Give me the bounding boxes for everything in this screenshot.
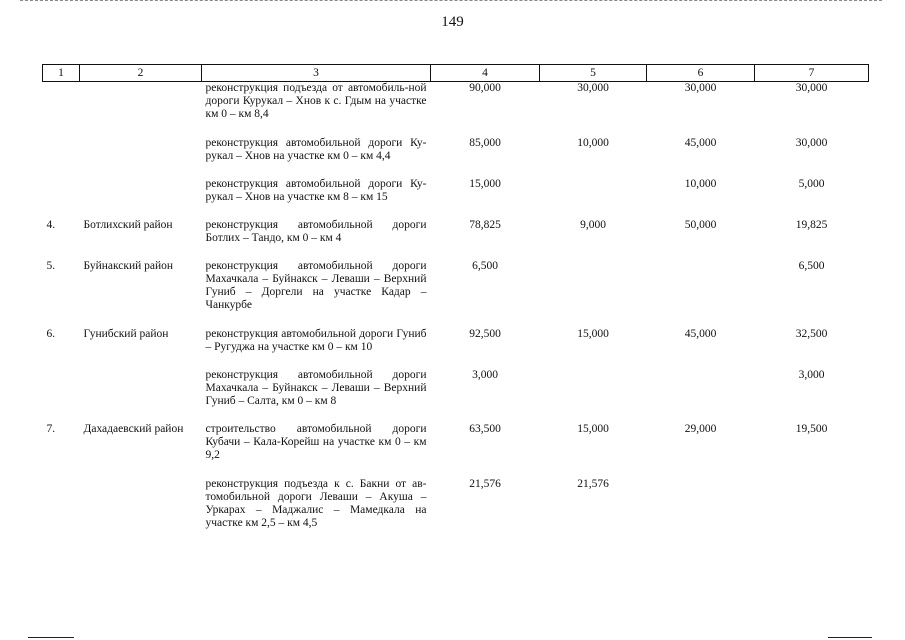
value-col-6 [647,478,755,540]
value-col-7: 5,000 [798,177,825,190]
value-col-7: 30,000 [795,136,828,149]
value-col-6: 45,000 [684,327,717,340]
value-col-4: 6,500 [472,259,498,272]
column-header-7: 7 [755,65,869,82]
value-col-4: 78,825 [469,218,501,231]
value-col-5: 30,000 [577,82,609,94]
value-col-5 [540,178,647,219]
row-number [43,369,80,423]
column-header-2: 2 [80,65,202,82]
value-col-5 [540,260,647,328]
row-number: 4. [46,218,56,231]
region-name [80,369,202,423]
column-header-6: 6 [647,65,755,82]
region-name: Дахадаевский район [83,422,184,435]
table-row [43,478,869,540]
value-col-5: 9,000 [580,218,606,231]
row-number: 6. [46,327,56,340]
row-number: 5. [46,259,56,272]
region-name: Гунибский район [83,327,169,340]
table-row [43,369,869,423]
project-description: реконструкция автомобильной дороги Ку-рукал – Хнов на участке км 0 – км 4,4 [205,136,427,162]
value-col-6 [647,369,755,423]
value-col-6: 10,000 [684,177,717,190]
value-col-7: 3,000 [798,368,825,381]
table-row [43,260,869,328]
project-description: реконструкция подъезда от автомобиль-ной дороги Курукал – Хнов к с. Гдым на участке км 0 – км 8,4 [205,82,427,120]
region-name [80,478,202,540]
value-col-4: 92,500 [469,327,501,340]
table-row [43,219,869,260]
project-description: строительство автомобильной дороги Кубачи – Кала-Корейш на участке км 0 – км 9,2 [205,422,427,461]
project-description: реконструкция автомобильной дороги Махачкала – Буйнакск – Леваши – Верхний Гуниб – Доргели на участке Кадар – Чанкурбе [205,259,427,311]
value-col-4: 63,500 [469,422,501,435]
value-col-5 [540,369,647,423]
project-description: реконструкция автомобильной дороги Махачкала – Буйнакск – Леваши – Верхний Гуниб – Салта, км 0 – км 8 [205,368,427,407]
value-col-7 [755,478,869,540]
value-col-6: 29,000 [684,422,717,435]
page-top-edge [20,0,882,1]
value-col-7: 19,500 [795,422,828,435]
table-row [43,82,869,137]
value-col-7: 6,500 [798,259,825,272]
row-number [43,137,80,178]
value-col-4: 3,000 [472,368,498,381]
value-col-6: 50,000 [684,218,717,231]
table-row [43,328,869,369]
page-number: 149 [441,14,464,30]
region-name [80,82,202,137]
column-header-3: 3 [202,65,431,82]
value-col-6: 30,000 [684,82,717,94]
table-row [43,137,869,178]
project-description: реконструкция автомобильной дороги Ботлих – Тандо, км 0 – км 4 [205,218,427,244]
value-col-7: 30,000 [795,82,828,94]
page-bottom-edge-right [828,637,872,638]
value-col-4: 90,000 [469,82,501,94]
region-name [80,137,202,178]
row-number [43,478,80,540]
value-col-5: 10,000 [577,136,609,149]
table-row [43,178,869,219]
project-description: реконструкция автомобильной дороги Ку-рукал – Хнов на участке км 8 – км 15 [205,177,427,203]
value-col-7: 19,825 [795,218,828,231]
row-number: 7. [46,422,56,435]
project-description: реконструкция подъезда к с. Бакни от ав-томобильной дороги Леваши – Акуша – Уркарах – Маджалис – Мамедкала на участке км 2,5 – км 4,5 [205,477,427,529]
value-col-5: 15,000 [577,422,609,435]
column-header-4: 4 [431,65,540,82]
region-name: Буйнакский район [83,259,174,272]
value-col-6 [647,260,755,328]
value-col-5: 21,576 [577,477,609,490]
value-col-4: 15,000 [469,177,501,190]
value-col-4: 85,000 [469,136,501,149]
header-row [43,65,869,82]
data-table [42,64,869,540]
column-header-1: 1 [43,65,80,82]
value-col-5: 15,000 [577,327,609,340]
value-col-6: 45,000 [684,136,717,149]
row-number [43,178,80,219]
region-name [80,178,202,219]
page-bottom-edge-left [28,637,74,638]
region-name: Ботлихский район [83,218,173,231]
column-header-5: 5 [540,65,647,82]
value-col-4: 21,576 [469,477,501,490]
project-description: реконструкция автомобильной дороги Гуниб – Ругуджа на участке км 0 – км 10 [205,327,427,353]
row-number [43,82,80,137]
table-row [43,423,869,478]
value-col-7: 32,500 [795,327,828,340]
